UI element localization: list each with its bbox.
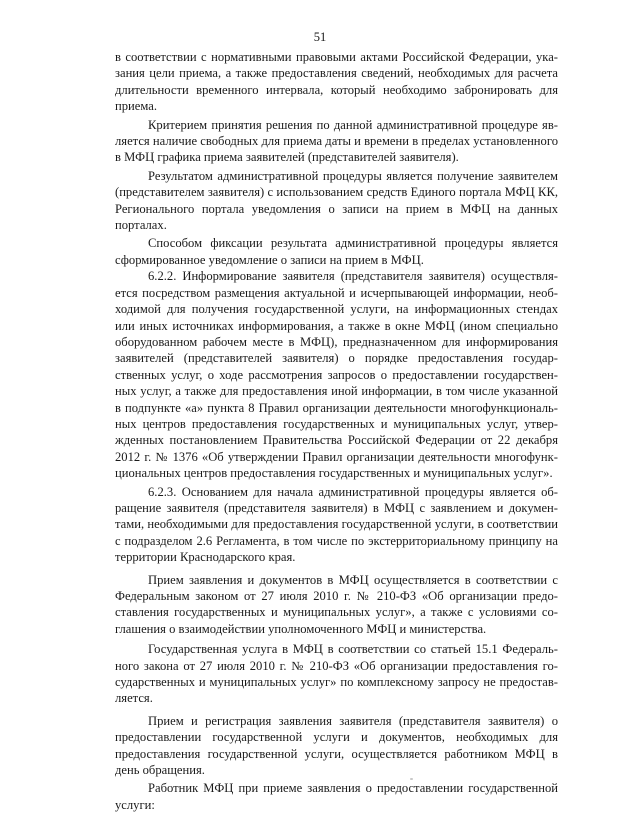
paragraph-procedure-result: Результатом административной процедуры является получение заявителем (представителем заявителя) с использованием средств Единого портала МФЦ КК, Регионального портала уведомления о записи на прием в МФЦ на данных порталах.	[115, 168, 558, 233]
paragraph-6-2-3: 6.2.3. Основанием для начала административной процедуры является обращение заявителя (представителя заявителя) в МФЦ с заявлением и документами, необходимыми для предоставления государственной услуги, в соответствии с подразделом 2.6 Регламента, в том числе по экстерриториальному принципу на территории Краснодарского края.	[115, 484, 558, 565]
document-body	[115, 49, 558, 813]
paragraph-mfc-worker: Работник МФЦ при приеме заявления о предоставлении государственной услуги:	[115, 781, 558, 812]
paragraph-continuation: в соответствии с нормативными правовыми актами Российской Федерации, указания цели приема, а также предоставления сведений, необходимых для расчета длительности временного интервала, который необходимо забронировать для приема.	[115, 50, 558, 114]
scan-speck	[410, 778, 413, 780]
paragraph-complex-request: Государственная услуга в МФЦ в соответствии со статьей 15.1 Федерального закона от 27 июля 2010 г. № 210-ФЗ «Об организации предоставления государственных и муниципальных услуг» по комплексному запросу не предоставляется.	[115, 642, 558, 706]
paragraph-result-fixation: Способом фиксации результата административной процедуры является сформированное уведомление о записи на прием в МФЦ.	[115, 236, 558, 267]
paragraph-application-intake: Прием заявления и документов в МФЦ осуществляется в соответствии с Федеральным законом от 27 июля 2010 г. № 210-ФЗ «Об организации предоставления государственных и муниципальных услуг», а также с условиями соглашения о взаимодействии уполномоченного МФЦ и министерства.	[115, 572, 558, 636]
paragraph-6-2-2: 6.2.2. Информирование заявителя (представителя заявителя) осуществляется посредством размещения актуальной и исчерпывающей информации, необходимой для получения государственной услуги, на информационных стендах или иных источниках информирования, а также в окне МФЦ (ином специально оборудованном рабочем месте в МФЦ), предназначенном для информирования заявителей (представителей заявителя) о порядке предоставления государственных услуг, о ходе рассмотрения запросов о предоставлении государственных услуг, а также для предоставления иной информации, в том числе указанной в подпункте «а» пункта 8 Правил организации деятельности многофункциональных центров предоставления государственных и муниципальных услуг, утвержденных постановлением Правительства Российской Федерации от 22 декабря 2012 г. № 1376 «Об утверждении Правил организации деятельности многофункциональных центров предоставления государственных и муниципальных услуг».	[115, 269, 558, 481]
paragraph-registration: Прием и регистрация заявления заявителя (представителя заявителя) о предоставлении государственной услуги и документов, необходимых для предоставления государственной услуги, осуществляется работником МФЦ в день обращения.	[115, 713, 558, 778]
paragraph-decision-criterion: Критерием принятия решения по данной административной процедуре является наличие свободных для приема даты и времени в пределах установленного в МФЦ графика приема заявителей (представителей заявителя).	[115, 117, 558, 165]
page-number: 51	[313, 30, 327, 44]
